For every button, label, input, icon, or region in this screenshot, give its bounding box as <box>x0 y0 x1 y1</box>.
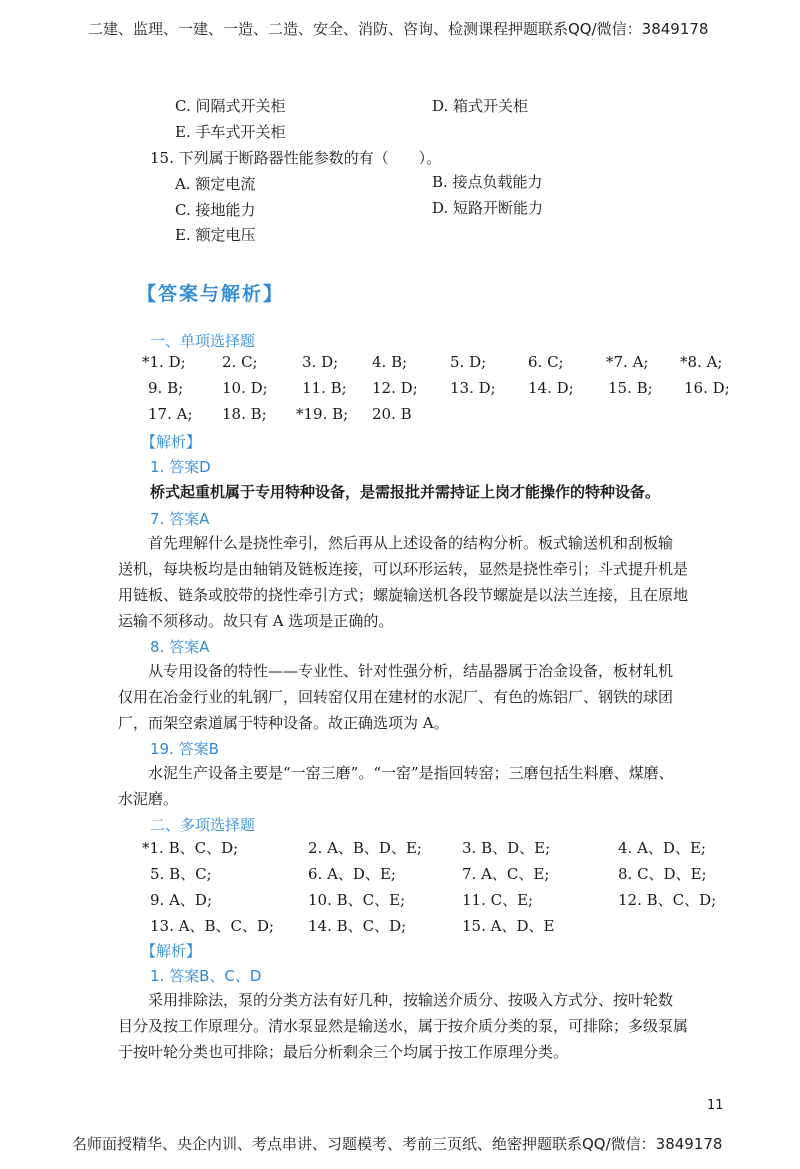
single-a8-title: 8. 答案A <box>150 638 210 656</box>
multi-answer: 7. A、C、E; <box>462 865 550 883</box>
page-number: 11 <box>707 1098 724 1113</box>
single-a7-title: 7. 答案A <box>150 510 210 528</box>
multi-a1-title: 1. 答案B、C、D <box>150 967 262 985</box>
multi-answer: 15. A、D、E <box>462 917 555 935</box>
multi-analysis-label: 【解析】 <box>141 942 202 960</box>
single-answer: 13. D; <box>450 379 496 397</box>
single-answer: *1. D; <box>142 353 186 371</box>
page-footer: 名师面授精华、央企内训、考点串讲、习题模考、考前三页纸、绝密押题联系QQ/微信：3849178 <box>72 1135 723 1153</box>
single-answer: 10. D; <box>222 379 268 397</box>
single-choice-title: 一、单项选择题 <box>150 332 256 350</box>
single-answer: *8. A; <box>680 353 723 371</box>
multi-answer: *1. B、C、D; <box>142 839 239 857</box>
multi-choice-title: 二、多项选择题 <box>150 816 256 834</box>
answer-section-title: 【答案与解析】 <box>137 283 285 305</box>
q15-option-d: D. 短路开断能力 <box>432 199 544 217</box>
multi-answer: 3. B、D、E; <box>462 839 551 857</box>
single-a19-line: 水泥磨。 <box>118 790 179 808</box>
multi-a1-line: 于按叶轮分类也可排除；最后分析剩余三个均属于按工作原理分类。 <box>118 1043 569 1061</box>
multi-answer: 4. A、D、E; <box>618 839 706 857</box>
multi-answer: 13. A、B、C、D; <box>150 917 275 935</box>
multi-answer: 10. B、C、E; <box>308 891 406 909</box>
q15-option-b: B. 接点负载能力 <box>432 173 543 191</box>
single-answer: 20. B <box>372 405 412 423</box>
multi-answer: 14. B、C、D; <box>308 917 407 935</box>
single-answer: *7. A; <box>606 353 649 371</box>
single-analysis-label: 【解析】 <box>141 433 202 451</box>
single-a7-line: 送机，每块板均是由轴销及链板连接，可以环形运转，显然是挠性牵引；斗式提升机是 <box>118 560 689 578</box>
single-answer: 17. A; <box>148 405 193 423</box>
multi-answer: 5. B、C; <box>150 865 212 883</box>
single-a19-title: 19. 答案B <box>150 740 219 758</box>
multi-answer: 6. A、D、E; <box>308 865 396 883</box>
single-answer: 18. B; <box>222 405 267 423</box>
multi-answer: 12. B、C、D; <box>618 891 717 909</box>
multi-answer: 9. A、D; <box>150 891 212 909</box>
single-answer: 16. D; <box>684 379 730 397</box>
single-answer: 4. B; <box>372 353 408 371</box>
multi-a1-line: 目分及按工作原理分。清水泵显然是输送水，属于按介质分类的泵，可排除；多级泵属 <box>118 1017 689 1035</box>
q15-option-a: A. 额定电流 <box>175 175 256 193</box>
multi-answer: 8. C、D、E; <box>618 865 707 883</box>
single-answer: 15. B; <box>608 379 653 397</box>
single-a8-line: 从专用设备的特性——专业性、针对性强分析，结晶器属于冶金设备，板材轧机 <box>148 662 674 680</box>
q14-option-d: D. 箱式开关柜 <box>432 97 529 115</box>
page-header: 二建、监理、一建、一造、二造、安全、消防、咨询、检测课程押题联系QQ/微信：3849178 <box>88 20 709 38</box>
q14-option-c: C. 间隔式开关柜 <box>175 97 286 115</box>
q15-stem: 15. 下列属于断路器性能参数的有（ ）。 <box>150 149 442 167</box>
q14-option-e: E. 手车式开关柜 <box>175 123 286 141</box>
single-a8-line: 厂，而架空索道属于特种设备。故正确选项为 A。 <box>118 714 449 732</box>
single-answer: 14. D; <box>528 379 574 397</box>
single-answer: 9. B; <box>148 379 184 397</box>
single-answer: 5. D; <box>450 353 487 371</box>
single-a7-line: 用链板、链条或胶带的挠性牵引方式；螺旋输送机各段节螺旋是以法兰连接，且在原地 <box>118 586 689 604</box>
single-answer: 12. D; <box>372 379 418 397</box>
single-a19-line: 水泥生产设备主要是“一窑三磨”。“一窑”是指回转窑；三磨包括生料磨、煤磨、 <box>148 764 674 782</box>
multi-answer: 2. A、B、D、E; <box>308 839 422 857</box>
single-a7-line: 运输不须移动。故只有 A 选项是正确的。 <box>118 612 394 630</box>
single-a7-line: 首先理解什么是挠性牵引，然后再从上述设备的结构分析。板式输送机和刮板输 <box>148 534 674 552</box>
single-answer: 2. C; <box>222 353 258 371</box>
single-a1-title: 1. 答案D <box>150 458 211 476</box>
single-answer: *19. B; <box>296 405 349 423</box>
single-a1-text: 桥式起重机属于专用特种设备，是需报批并需持证上岗才能操作的特种设备。 <box>150 483 661 501</box>
single-a8-line: 仅用在冶金行业的轧钢厂，回转窑仅用在建材的水泥厂、有色的炼铝厂、钢铁的球团 <box>118 688 674 706</box>
multi-answer: 11. C、E; <box>462 891 534 909</box>
q15-option-c: C. 接地能力 <box>175 201 256 219</box>
multi-a1-line: 采用排除法，泵的分类方法有好几种，按输送介质分、按吸入方式分、按叶轮数 <box>148 991 674 1009</box>
single-answer: 11. B; <box>302 379 347 397</box>
q15-option-e: E. 额定电压 <box>175 226 256 244</box>
single-answer: 3. D; <box>302 353 339 371</box>
single-answer: 6. C; <box>528 353 564 371</box>
